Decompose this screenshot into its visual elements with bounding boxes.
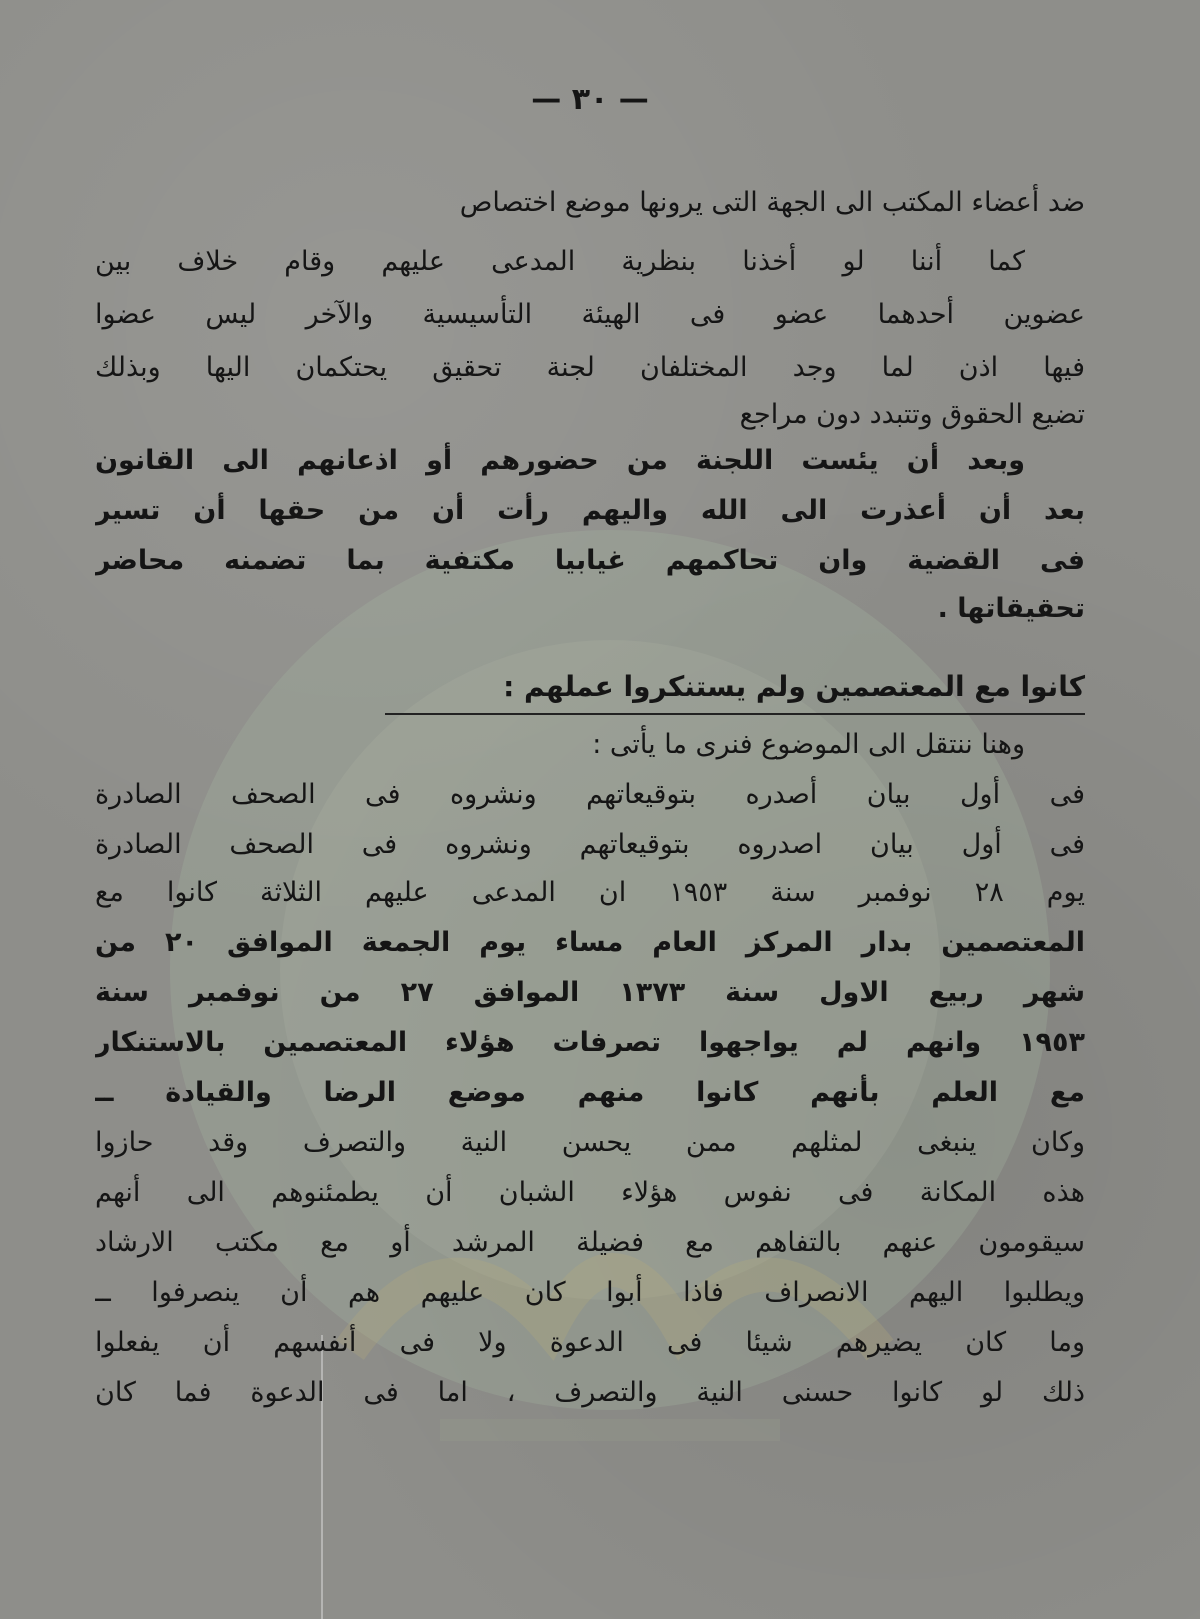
text-line-bold: وبعد أن يئست اللجنة من حضورهم أو اذعانهم الى القانون xyxy=(95,445,1025,476)
text-line: هذه المكانة فى نفوس هؤلاء الشبان أن يطمئنوهم الى أنهم xyxy=(95,1177,1085,1208)
text-line: تضيع الحقوق وتتبدد دون مراجع xyxy=(739,399,1085,430)
page-number: — ٣٠ — xyxy=(531,82,649,117)
section-heading: كانوا مع المعتصمين ولم يستنكروا عملهم : xyxy=(503,670,1085,703)
text-line: ضد أعضاء المكتب الى الجهة التى يرونها موضع اختصاص xyxy=(459,187,1085,218)
text-line-bold: المعتصمين بدار المركز العام مساء يوم الجمعة الموافق ٢٠ من xyxy=(95,927,1085,958)
text-line: عضوين أحدهما عضو فى الهيئة التأسيسية والآخر ليس عضوا xyxy=(95,299,1085,330)
text-line-bold: تحقيقاتها . xyxy=(937,593,1085,624)
heading-underline xyxy=(385,713,1085,715)
text-line: يوم ٢٨ نوفمبر سنة ١٩٥٣ ان المدعى عليهم الثلاثة كانوا مع xyxy=(95,877,1085,908)
text-line: وكان ينبغى لمثلهم ممن يحسن النية والتصرف وقد حازوا xyxy=(95,1127,1085,1158)
text-line: سيقومون عنهم بالتفاهم مع فضيلة المرشد أو مع مكتب الارشاد xyxy=(95,1227,1085,1258)
text-line-bold: بعد أن أعذرت الى الله واليهم رأت أن من حقها أن تسير xyxy=(95,495,1085,526)
text-line: وما كان يضيرهم شيئا فى الدعوة ولا فى أنفسهم أن يفعلوا xyxy=(95,1327,1085,1358)
text-line: وهنا ننتقل الى الموضوع فنرى ما يأتى : xyxy=(592,729,1025,760)
text-line-bold: فى القضية وان تحاكمهم غيابيا مكتفية بما تضمنه محاضر xyxy=(95,545,1085,576)
text-line: كما أننا لو أخذنا بنظرية المدعى عليهم وقام خلاف بين xyxy=(95,246,1025,277)
text-line: فيها اذن لما وجد المختلفان لجنة تحقيق يحتكمان اليها وبذلك xyxy=(95,352,1085,383)
text-line: فى أول بيان اصدروه بتوقيعاتهم ونشروه فى الصحف الصادرة xyxy=(95,829,1085,860)
text-line: ويطلبوا اليهم الانصراف فاذا أبوا كان عليهم هم أن ينصرفوا ــ xyxy=(95,1277,1085,1308)
text-line: فى أول بيان أصدره بتوقيعاتهم ونشروه فى الصحف الصادرة xyxy=(95,779,1085,810)
text-line-bold: شهر ربيع الاول سنة ١٣٧٣ الموافق ٢٧ من نوفمبر سنة xyxy=(95,977,1085,1008)
text-line-bold: ١٩٥٣ وانهم لم يواجهوا تصرفات هؤلاء المعتصمين بالاستنكار xyxy=(95,1027,1085,1058)
text-line-bold: مع العلم بأنهم كانوا منهم موضع الرضا والقيادة ــ xyxy=(95,1077,1085,1108)
text-line: ذلك لو كانوا حسنى النية والتصرف ، اما فى الدعوة فما كان xyxy=(95,1377,1085,1408)
page-content xyxy=(95,0,1085,1619)
